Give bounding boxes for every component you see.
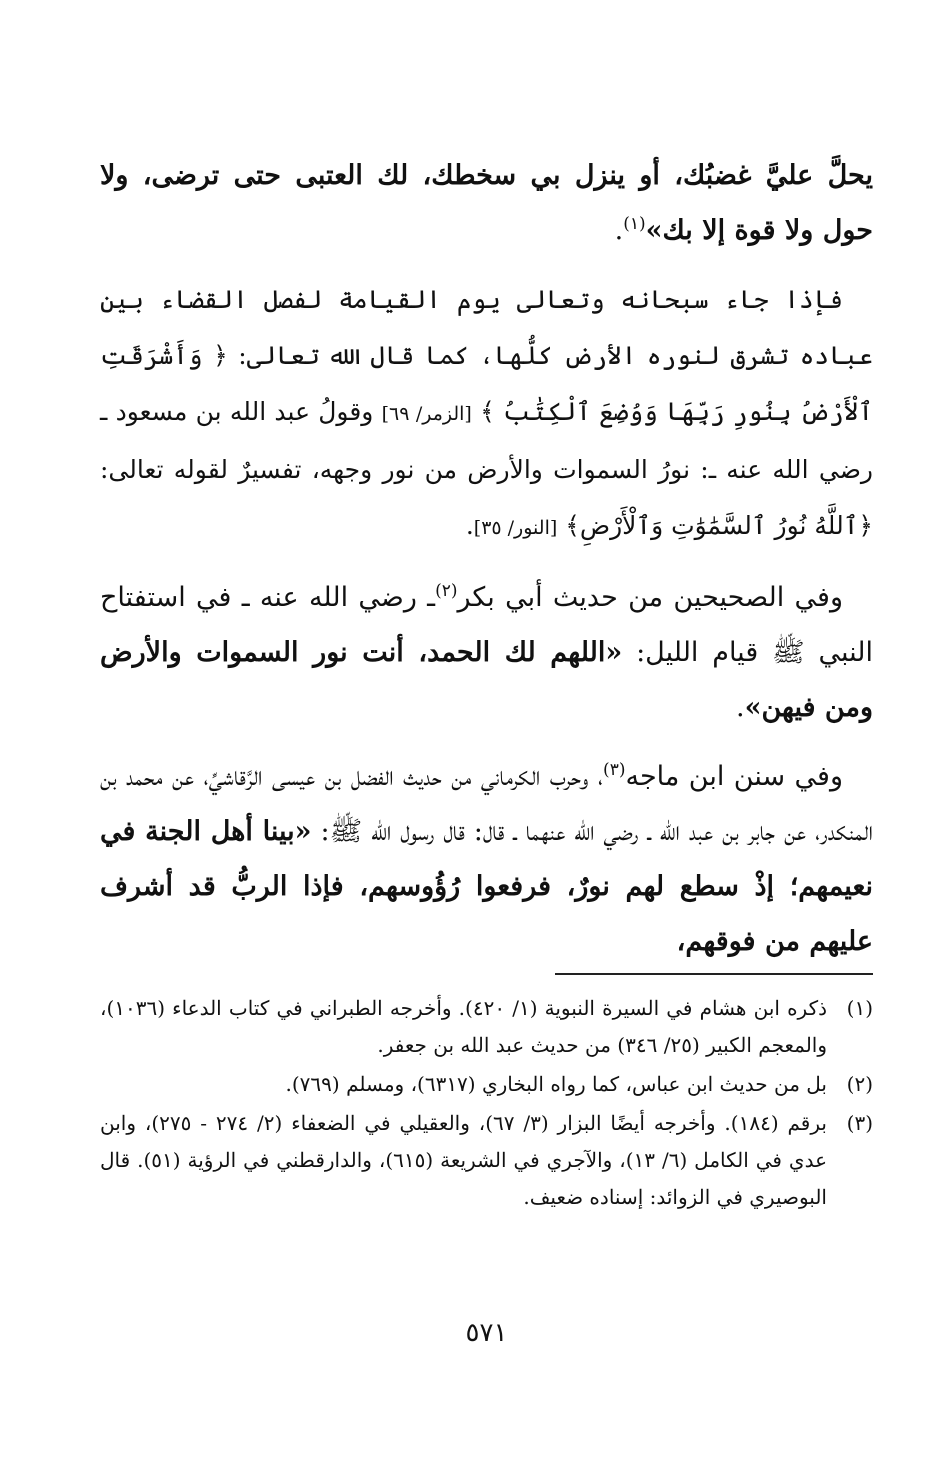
paragraph-tail: . (465, 511, 474, 540)
paragraph-text: وفي الصحيحين من حديث أبي بكر (457, 582, 843, 613)
footnote-1 (100, 990, 873, 1064)
main-text (100, 148, 873, 983)
footnote-ref-1[interactable]: (١) (623, 214, 646, 234)
footnotes (100, 990, 873, 1218)
paragraph-3 (100, 570, 873, 735)
book-page (100, 0, 873, 1461)
footnote-number: (١) (846, 996, 873, 1020)
footnote-3 (100, 1105, 873, 1216)
footnote-ref-3[interactable]: (٣) (603, 760, 626, 780)
paragraph-tail: . (614, 215, 624, 246)
paragraph-text: فإذا جاء سبحانه وتعالى يوم القيامة لفصل القضاء بين عباده تشرق لنوره الأرض كلُّها، كما قال الله تعالى: ﴿ وَأَشْرَقَتِ ٱلْأَرْضُ بِنُورِ رَبِّهَا وَوُضِعَ ٱلْكِتَٰبُ ﴾ (100, 285, 873, 426)
footnote-text: بل من حديث ابن عباس، كما رواه البخاري (٦٣١٧)، ومسلم (٧٦٩). (285, 1072, 827, 1096)
quran-reference: [الزمر/ ٦٩] (381, 403, 472, 425)
paragraph-1 (100, 148, 873, 258)
footnote-text: برقم (١٨٤). وأخرجه أيضًا البزار (٣/ ٦٧)، والعقيلي في الضعفاء (٢/ ٢٧٤ - ٢٧٥)، وابن عدي في الكامل (٦/ ١٣)، والآجري في الشريعة (٦١٥)، والدارقطني في الرؤية (٥١). قال البوصيري في الزوائد: إسناده ضعيف. (100, 1111, 828, 1209)
footnote-2 (100, 1066, 873, 1103)
paragraph-tail: . (736, 692, 745, 723)
footnote-number: (٣) (846, 1111, 873, 1135)
footnote-number: (٢) (846, 1072, 873, 1096)
footnote-text: ذكره ابن هشام في السيرة النبوية (١/ ٤٢٠). وأخرجه الطبراني في كتاب الدعاء (١٠٣٦)، والمعجم الكبير (٢٥/ ٣٤٦) من حديث عبد الله بن جعفر. (100, 996, 828, 1057)
hadith-text: «بينا أهل الجنة في نعيمهم؛ إذْ سطع لهم نورٌ، فرفعوا رُؤُوسهم، فإذا الربُّ قد أشرف عليهم من فوقهم، (100, 816, 873, 957)
paragraph-2 (100, 272, 873, 556)
page-number: ٥٧١ (465, 1318, 508, 1348)
paragraph-4 (100, 749, 873, 969)
paragraph-text: ـ رضي الله عنه ـ في استفتاح النبي ﷺ قيام الليل: (100, 582, 873, 668)
paragraph-text: وقولُ عبد الله بن مسعود ـ رضي الله عنه ـ: نورُ السموات والأرض من نور وجهه، تفسيرٌ لقوله تعالى: ﴿ٱللَّهُ نُورُ ٱلسَّمَٰوَٰتِ وَٱلْأَرْضِ﴾ (100, 397, 873, 540)
hadith-text: يحلَّ عليَّ غضبُك، أو ينزل بي سخطك، لك العتبى حتى ترضى، ولا حول ولا قوة إلا بك» (100, 160, 873, 246)
quran-reference: [النور/ ٣٥] (473, 517, 558, 539)
footnote-ref-2[interactable]: (٢) (435, 581, 458, 601)
paragraph-text: وفي سنن ابن ماجه (625, 761, 843, 792)
hadith-text: «اللهم لك الحمد، أنت نور السموات والأرض ومن فيهن» (100, 637, 873, 723)
paragraph-text: ، وحرب الكرماني من حديث الفضل بن عيسى الرَّقاشيِّ، عن محمد بن المنكدر، عن جابر بن عبد الله ـ رضي الله عنهما ـ قال: قال رسول الله ﷺ: (100, 761, 873, 847)
footnote-divider (555, 973, 873, 975)
